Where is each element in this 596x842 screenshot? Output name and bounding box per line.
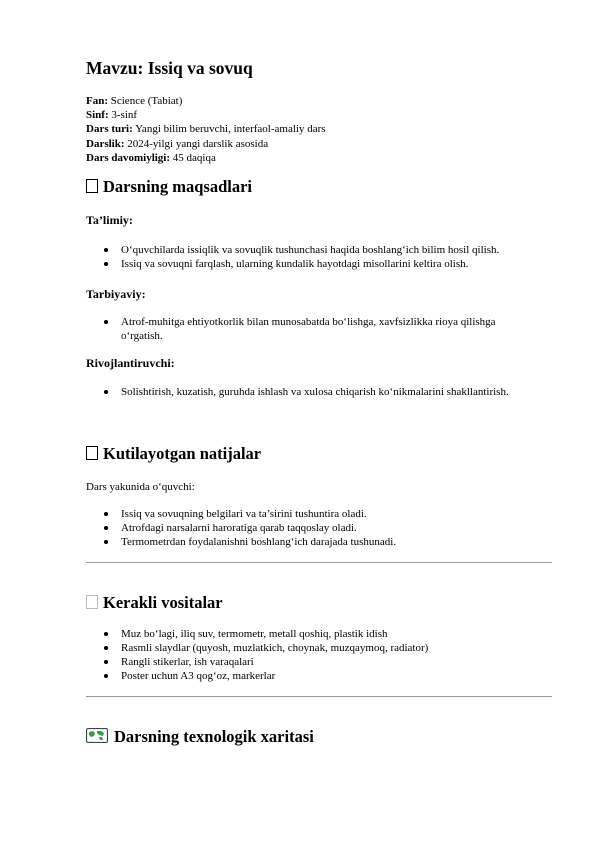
techmap-heading-text: Darsning texnologik xaritasi [114, 727, 314, 746]
goals-heading [86, 177, 252, 197]
divider [86, 562, 552, 563]
list-item: O‘quvchilarda issiqlik va sovuqlik tushunchasi haqida boshlang‘ich bilim hosil qilish. [86, 243, 551, 257]
list-item: Rasmli slaydlar (quyosh, muzlatkich, choynak, muzqaymoq, radiator) [86, 641, 551, 655]
meta-label: Sinf: [86, 109, 109, 122]
world-map-icon [86, 728, 108, 743]
list-item: Termometrdan foydalanishni boshlang‘ich darajada tushunadi. [86, 535, 551, 549]
outcomes-intro: Dars yakunida o‘quvchi: [86, 481, 195, 493]
goals-heading-text: Darsning maqsadlari [103, 177, 252, 196]
tools-icon [86, 595, 98, 609]
divider [86, 696, 552, 697]
meta-label: Dars davomiyligi: [86, 151, 171, 164]
meta-label: Dars turi: [86, 123, 133, 136]
meta-value: Yangi bilim beruvchi, interfaol-amaliy dars [135, 123, 326, 136]
list-item: Poster uchun A3 qog‘oz, markerlar [86, 669, 551, 683]
meta-value: Science (Tabiat) [110, 95, 183, 107]
outcomes-heading-text: Kutilayotgan natijalar [103, 444, 262, 463]
meta-subject [86, 94, 326, 108]
meta-textbook [86, 137, 326, 151]
list-item: Atrof-muhitga ehtiyotkorlik bilan munosabatda bo‘lishga, xavfsizlikka rioya qilishga o‘rgatish. [86, 315, 536, 343]
checkmark-icon [86, 446, 98, 460]
meta-lesson-type [86, 122, 326, 136]
meta-value: 45 daqiqa [172, 151, 216, 164]
list-item: Solishtirish, kuzatish, guruhda ishlash va xulosa chiqarish ko‘nikmalarini shakllantirish. [86, 385, 551, 399]
upbringing-heading: Tarbiyaviy: [86, 287, 146, 301]
list-item: Atrofdagi narsalarni haroratiga qarab taqqoslay oladi. [86, 521, 551, 535]
meta-label: Fan: [86, 95, 108, 107]
techmap-heading [86, 727, 314, 747]
meta-value: 3-sinf [111, 109, 138, 122]
upbringing-list [86, 315, 536, 343]
tools-heading-text: Kerakli vositalar [103, 593, 223, 612]
meta-value: 2024-yilgi yangi darslik asosida [127, 137, 269, 150]
outcomes-list [86, 507, 551, 549]
lesson-meta [86, 94, 326, 165]
educational-list [86, 243, 551, 271]
meta-label: Darslik: [86, 137, 125, 150]
developmental-list [86, 385, 551, 399]
list-item: Issiq va sovuqning belgilari va ta’sirini tushuntira oladi. [86, 507, 551, 521]
page-title: Mavzu: Issiq va sovuq [86, 58, 253, 78]
target-icon [86, 179, 98, 193]
list-item: Rangli stikerlar, ish varaqalari [86, 655, 551, 669]
meta-grade [86, 108, 326, 122]
meta-duration [86, 151, 326, 165]
list-item: Muz bo‘lagi, iliq suv, termometr, metall qoshiq, plastik idish [86, 627, 551, 641]
tools-heading [86, 593, 223, 613]
developmental-heading: Rivojlantiruvchi: [86, 356, 175, 370]
list-item: Issiq va sovuqni farqlash, ularning kundalik hayotdagi misollarini keltira olish. [86, 257, 551, 271]
educational-heading: Ta’limiy: [86, 213, 133, 227]
outcomes-heading [86, 444, 261, 464]
tools-list [86, 627, 551, 683]
